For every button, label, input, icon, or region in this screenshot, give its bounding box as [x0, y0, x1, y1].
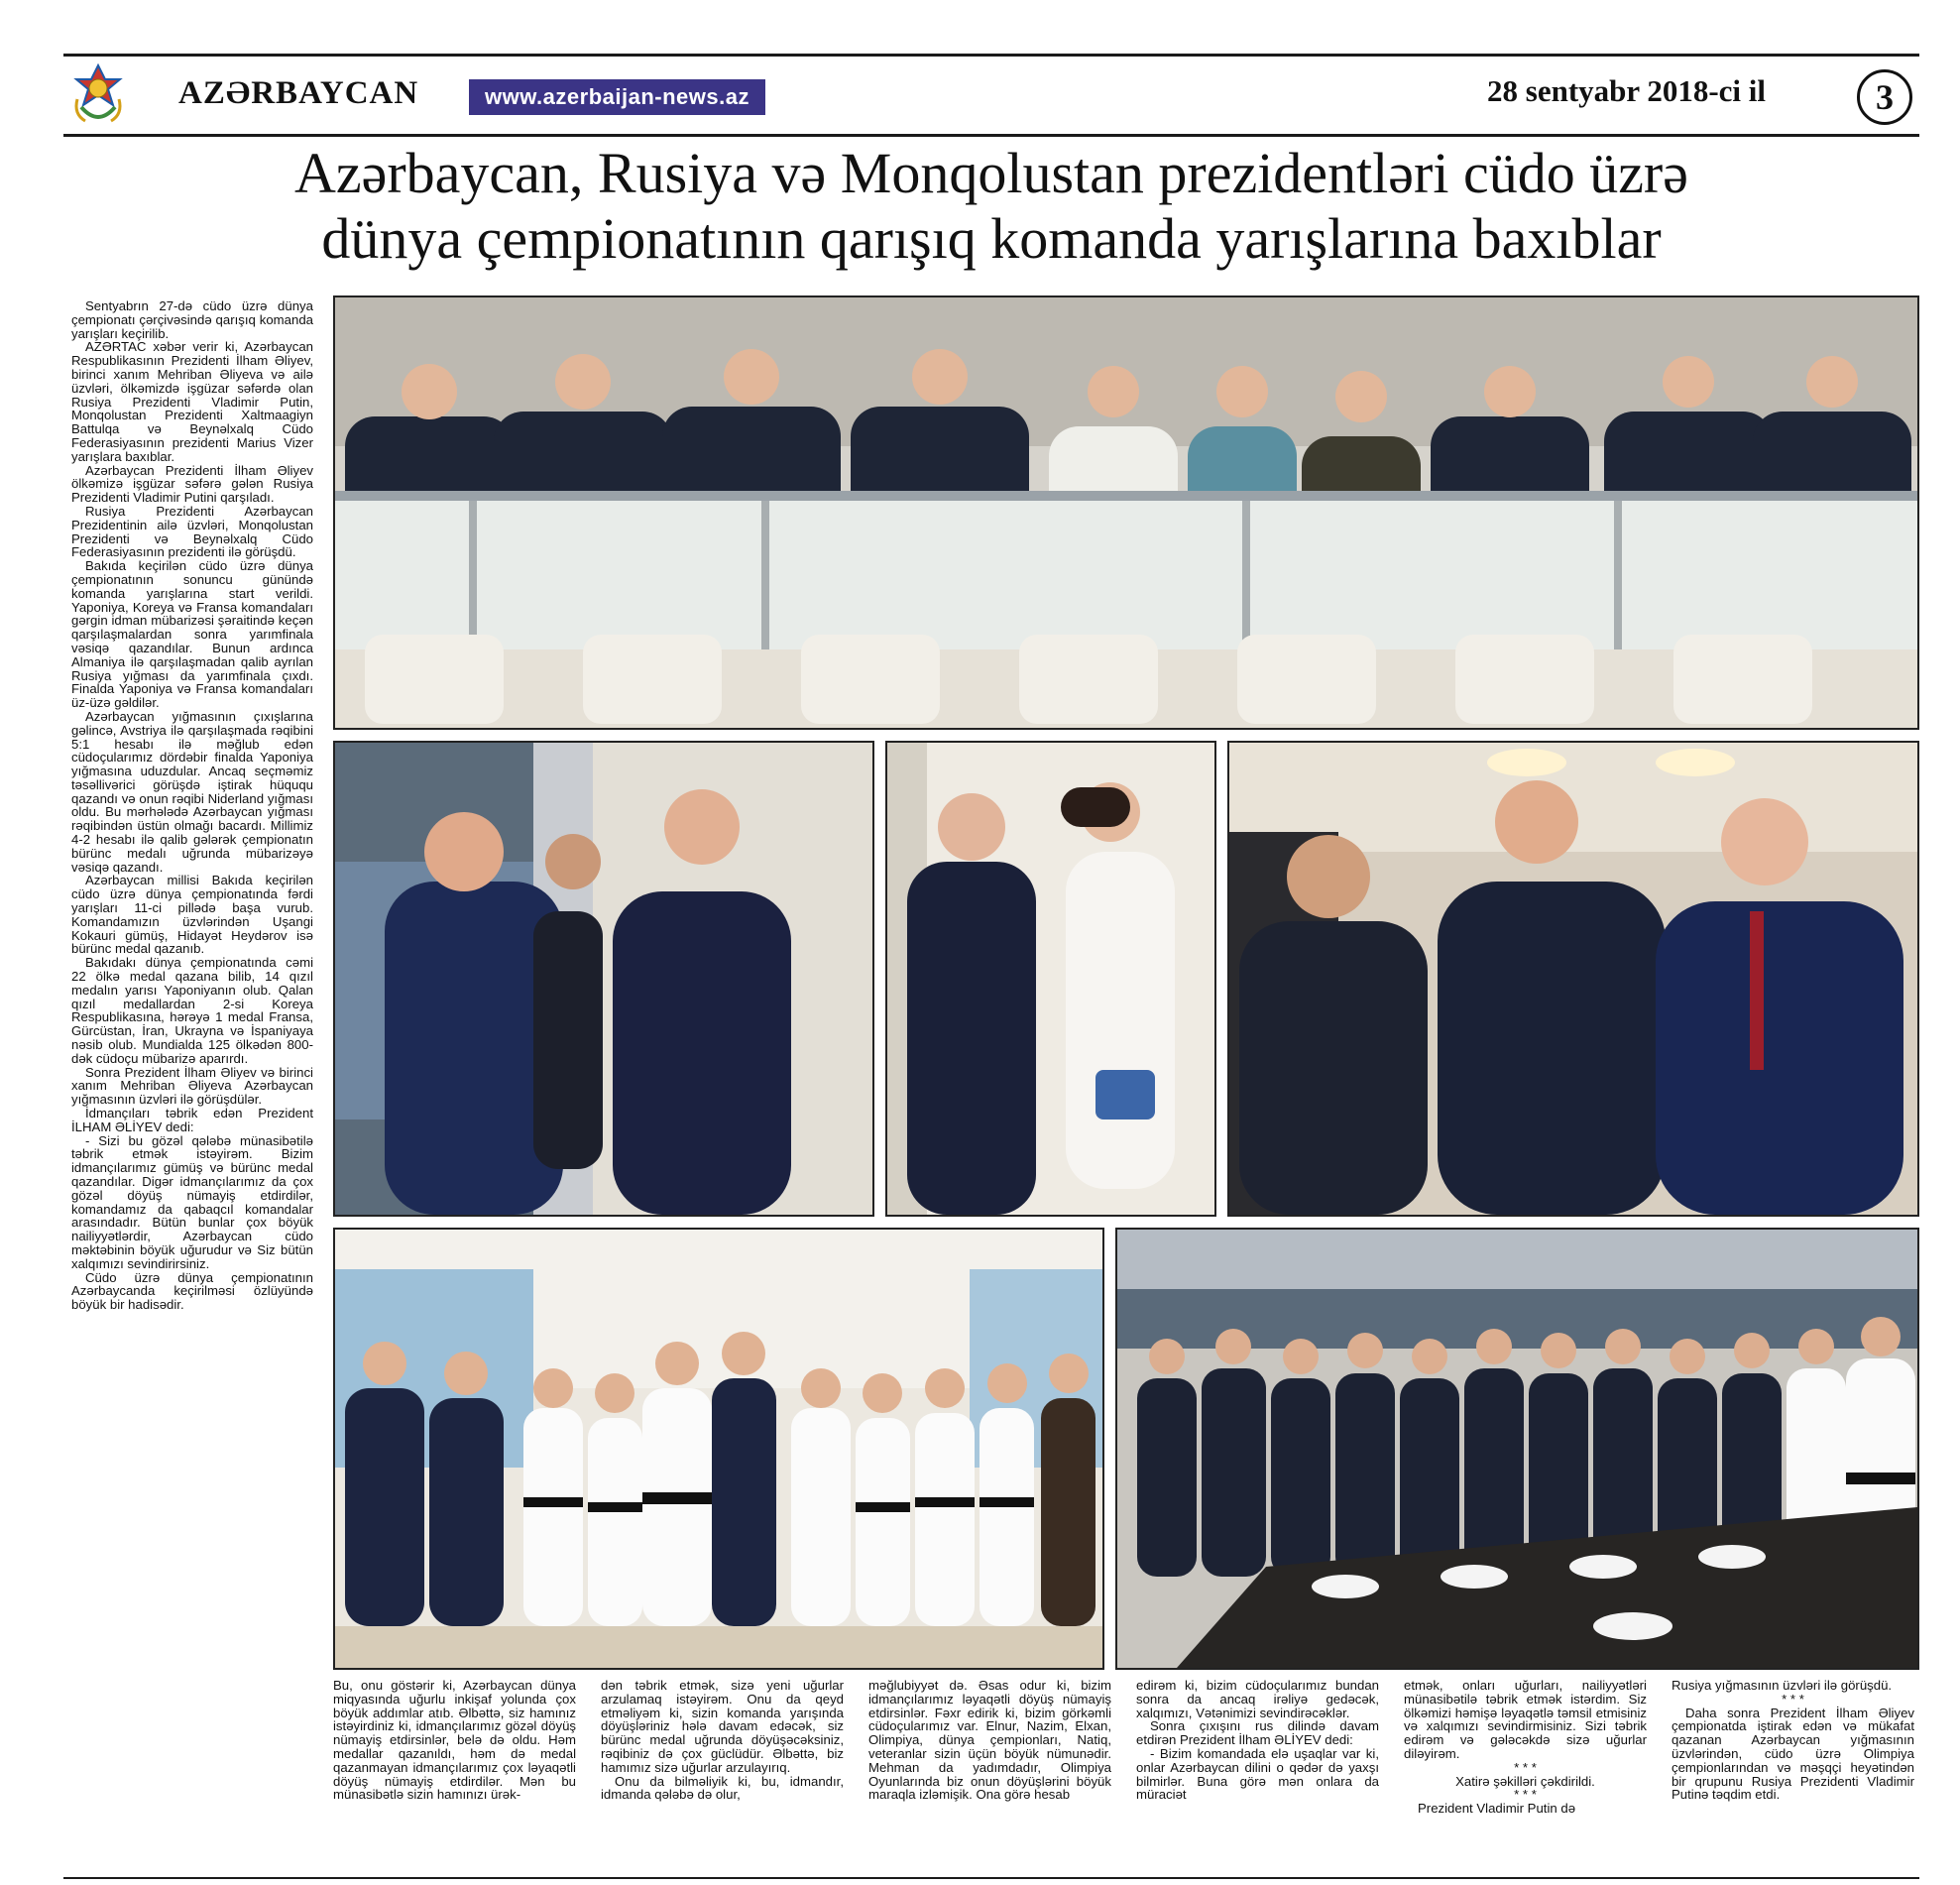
section-separator: * * * — [1514, 1787, 1537, 1803]
handshake-putin-photo — [885, 741, 1216, 1217]
paragraph: Azərbaycan Prezidenti İlham Əliyev ölkəmizə işgüzar səfərə gələn Rusiya Prezidenti Vladimir Putini qarşıladı. — [71, 462, 313, 506]
paragraph: İdmançıları təbrik edən Prezident İLHAM ƏLİYEV dedi: — [71, 1106, 313, 1134]
article-bottom-column-2 — [601, 1679, 844, 1802]
headline-line-2: dünya çempionatının qarışıq komanda yarışlarına baxıblar — [321, 206, 1662, 271]
paragraph: dən təbrik etmək, sizə yeni uğurlar arzulamaq istəyirəm. Onu da qeyd etməliyəm ki, sizin komanda yarışında döyüşləriniz hələ davam edəcək, siz bürünc medal uğrunda döyüşəcəksiniz, rəqibiniz də çox güclüdür. Əlbəttə, biz hamımız sizə uğurlar arzulayırıq. — [601, 1678, 844, 1775]
paragraph: - Bizim komandada elə uşaqlar var ki, onlar Azərbaycan dilini o qədər də yaxşı bilmirlər. Buna görə mən onlara da müraciət — [1136, 1745, 1379, 1803]
paragraph: Xatirə şəkilləri çəkdirildi. — [1455, 1773, 1595, 1789]
section-separator: * * * — [1514, 1759, 1537, 1775]
masthead-rule — [63, 134, 1919, 137]
paragraph: AZƏRTAC xəbər verir ki, Azərbaycan Respublikasının Prezidenti İlham Əliyev, birinci xanım Mehriban Əliyeva və ailə üzvləri, ölkəmizdə işgüzar səfərdə olan Rusiya Prezidenti Vladimir Putin, Monqolustan Prezidenti Xaltmaagiyn Battulqa və Beynəlxalq Cüdo Federasiyasının prezidenti Marius Vizer yarışlara baxıblar. — [71, 339, 313, 464]
paragraph: Rusiya yığmasının üzvləri ilə görüşdü. — [1672, 1678, 1893, 1693]
handshake-vizer-photo — [333, 741, 874, 1217]
paragraph: edirəm ki, bizim cüdoçularımız bundan sonra da ancaq irəliyə gedəcək, xalqımızı, Vətənimizi sevindirəcəklər. — [1136, 1678, 1379, 1720]
article-bottom-column-1 — [333, 1679, 576, 1802]
top-rule — [63, 54, 1919, 57]
paragraph: - Sizi bu gözəl qələbə münasibətilə təbrik etmək istəyirəm. Bizim idmançılarımız gümüş və bürünc medal qazandılar. Digər idmançılarımız da çox gözəl döyüş nümayiş etdirdilər, komandamız da qabaqcıl komandalar arasındadır. Bütün bunlar çox böyük nailiyyətlərdir, Azərbaycan cüdo məktəbinin böyük uğurudur və Siz bütün xalqımızı sevindirirsiniz. — [71, 1132, 313, 1271]
article-headline — [69, 141, 1913, 272]
team-photo — [333, 1228, 1104, 1670]
vip-box-photo — [333, 295, 1919, 730]
newspaper-name: AZƏRBAYCAN — [178, 75, 419, 111]
paragraph: Bu, onu göstərir ki, Azərbaycan dünya miqyasında uğurlu inkişaf yolunda çox böyük addımlar atıb. Əlbəttə, siz hamınız istəyirdiniz ki, idmançılarımız gözəl döyüş nümayiş etdirsinlər, belə də oldu. Həm medallar qazanıldı, həm də medal qazanmayan idmançılarımız çox ləyaqətli döyüş nümayiş etdirdilər. Mən bu münasibətlə sizin hamınızı ürək- — [333, 1678, 576, 1803]
article-left-column — [71, 299, 313, 1312]
section-separator: * * * — [1782, 1691, 1804, 1707]
paragraph: etmək, onları uğurları, nailiyyətləri münasibətilə təbrik etmək istərdim. Siz ölkəmizi həmişə ləyaqətlə təmsil etmisiniz və xalqımızı sevindirmisiniz. Sizi təbrik edirəm və gələcəkdə sizə uğurlar diləyirəm. — [1404, 1678, 1647, 1761]
paragraph: məğlubiyyət də. Əsas odur ki, bizim idmançılarımız ləyaqətli döyüş nümayiş etdirsinlər. Fəxr edirik ki, bizim görkəmli cüdoçularımız var. Elnur, Nazim, Elxan, Olimpiya, dünya çempionları, Natiq, veteranlar sizin üçün böyük nümunədir. Mehman da yadımdadır, Olimpiya Oyunlarında biz onun döyüşlərini böyük maraqla izləmişik. Ona görə hesab — [868, 1678, 1111, 1803]
paragraph: Prezident Vladimir Putin də — [1418, 1801, 1576, 1817]
issue-date: 28 sentyabr 2018-ci il — [1487, 73, 1766, 108]
three-presidents-photo — [1227, 741, 1919, 1217]
paragraph: Bakıda keçirilən cüdo üzrə dünya çempionatının sonuncu günündə komanda yarışlarına start verildi. Yaponiya, Koreya və Fransa komandaları gərgin idman mübarizəsi şəraitində keçən qarşılaşmalardan sonra yarımfinala vəsiqə qazandılar. Bunun ardınca Almaniya ilə qarşılaşmadan qalib ayrılan Rusiya yığması da yarımfinala çıxdı. Finalda Yaponiya və Fransa komandaları üz-üzə gəldilər. — [71, 558, 313, 711]
paragraph: Azərbaycan millisi Bakıda keçirilən cüdo üzrə dünya çempionatında fərdi yarışları 11-ci pillədə başa vurub. Komandamızın üzvlərindən Uşangi Kokauri gümüş, Hidayət Heydərov isə bürünc medal qazanıb. — [71, 873, 313, 957]
article-bottom-column-5 — [1404, 1679, 1647, 1816]
article-bottom-column-4 — [1136, 1679, 1379, 1802]
paragraph: Bakıdakı dünya çempionatında cəmi 22 ölkə medal qazana bilib, 14 qızıl medalın yarısı Yaponiyanın olub. Qalan qızıl medallardan 2-si Koreya Respublikasına, hərəyə 1 medal Fransa, Gürcüstan, İran, Ukrayna və İspaniyaya nəsib olub. Mundialda 125 ölkədən 800-dək cüdoçu mübarizə aparırdı. — [71, 955, 313, 1066]
paragraph: Sentyabrın 27-də cüdo üzrə dünya çempionatı çərçivəsində qarışıq komanda yarışları keçirilib. — [71, 298, 313, 341]
bottom-rule — [63, 1877, 1919, 1879]
website-link[interactable]: www.azerbaijan-news.az — [469, 79, 765, 115]
russia-team-photo — [1115, 1228, 1919, 1670]
headline-line-1: Azərbaycan, Rusiya və Monqolustan prezidentləri cüdo üzrə — [294, 141, 1688, 205]
article-bottom-column-3 — [868, 1679, 1111, 1802]
paragraph: Cüdo üzrə dünya çempionatının Azərbaycanda keçirilməsi özlüyündə böyük bir hadisədir. — [71, 1269, 313, 1313]
article-bottom-column-6 — [1672, 1679, 1914, 1802]
paragraph: Azərbaycan yığmasının çıxışlarına gəlincə, Avstriya ilə qarşılaşmada rəqibini 5:1 hesabı ilə məğlub edən cüdoçularımız dördəbir finalda Yaponiya yığmasına uduzdular. Ancaq seçməmiz təsəllivərici görüşdə iştirak hüququ qazandı və onun rəqibi Niderland yığması oldu. Bu mərhələdə Azərbaycan yığması rəqibindən üstün olmağı bacardı. Millimiz 4-2 hesabı ilə qalib gələrək çempionatın bürünc medalı uğrunda mübarizəyə vəsiqə qazandı. — [71, 708, 313, 875]
paragraph: Sonra Prezident İlham Əliyev və birinci xanım Mehriban Əliyeva Azərbaycan yığmasının üzvləri ilə görüşdülər. — [71, 1064, 313, 1108]
paragraph: Sonra çıxışını rus dilində davam etdirən Prezident İlham ƏLİYEV dedi: — [1136, 1718, 1379, 1748]
paragraph: Rusiya Prezidenti Azərbaycan Prezidentinin ailə üzvləri, Monqolustan Prezidenti və Beynəlxalq Cüdo Federasiyasının prezidenti ilə görüşdü. — [71, 503, 313, 560]
paragraph: Onu da bilməliyik ki, bu, idmandır, idmanda qələbə də olur, — [601, 1773, 844, 1803]
state-emblem-icon — [67, 59, 129, 129]
page-number: 3 — [1857, 69, 1912, 125]
paragraph: Daha sonra Prezident İlham Əliyev çempionatda iştirak edən və mükafat qazanan Azərbaycan yığmasının üzvlərindən, cüdo üzrə Olimpiya çempionlarından və məşqçi heyətindən bir qrupunu Rusiya Prezidenti Vladimir Putinə təqdim etdi. — [1672, 1705, 1914, 1803]
